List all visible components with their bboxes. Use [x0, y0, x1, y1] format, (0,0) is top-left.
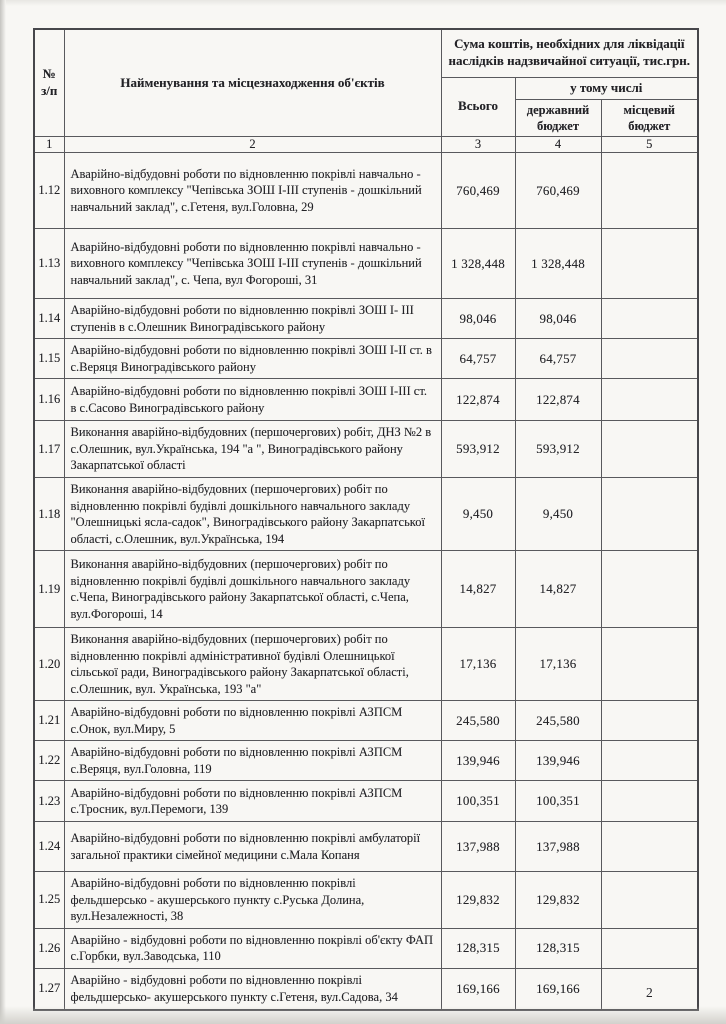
col-index-1: 1	[34, 137, 64, 153]
table-row	[34, 928, 698, 968]
table-row	[34, 339, 698, 379]
table-row	[34, 551, 698, 628]
local-budget-value	[601, 229, 698, 299]
table-row	[34, 741, 698, 781]
total-value: 139,946	[441, 741, 515, 781]
row-number: 1.13	[34, 229, 64, 299]
row-number: 1.26	[34, 928, 64, 968]
object-name: Виконання аварійно-відбудовних (першочергових) робіт по відновленню покрівлі адміністративної будівлі Олешницької сільської ради, Виноградівського району Закарпатської області, с.Олешник, вул. Українська, 193 "а"	[64, 628, 441, 701]
object-name: Аварійно-відбудовні роботи по відновленню покрівлі ЗОШ І-ІІІ ст. в с.Сасово Виноградівського району	[64, 379, 441, 421]
total-value: 122,874	[441, 379, 515, 421]
total-value: 169,166	[441, 968, 515, 1010]
total-value: 14,827	[441, 551, 515, 628]
total-value: 17,136	[441, 628, 515, 701]
scan-edge-bottom	[0, 1006, 726, 1024]
state-budget-value: 137,988	[515, 822, 601, 872]
total-value: 98,046	[441, 299, 515, 339]
row-number: 1.19	[34, 551, 64, 628]
total-value: 9,450	[441, 478, 515, 551]
state-budget-value: 100,351	[515, 781, 601, 822]
object-name: Виконання аварійно-відбудовних (першочергових) робіт по відновленню покрівлі будівлі дошкільного навчального закладу с.Чепа, Виноградівського району Закарпатської області, с.Чепа, вул.Фогороші, 14	[64, 551, 441, 628]
scan-edge-top	[0, 0, 726, 6]
state-budget-value: 760,469	[515, 153, 601, 229]
state-budget-value: 64,757	[515, 339, 601, 379]
object-name: Аварійно-відбудовні роботи по відновленню покрівлі навчально - виховного комплексу "Чепівська ЗОШ І-ІІІ ступенів - дошкільний навчальний заклад", с. Чепа, вул Фогороші, 31	[64, 229, 441, 299]
local-budget-value	[601, 339, 698, 379]
object-name: Аварійно-відбудовні роботи по відновленню покрівлі навчально - виховного комплексу "Чепівська ЗОШ І-ІІІ ступенів - дошкільний навчальний заклад", с.Гетеня, вул.Головна, 29	[64, 153, 441, 229]
state-budget-value: 98,046	[515, 299, 601, 339]
header-subgroup: у тому числі	[515, 77, 698, 99]
total-value: 1 328,448	[441, 229, 515, 299]
col-index-5: 5	[601, 137, 698, 153]
state-budget-value: 139,946	[515, 741, 601, 781]
header-col-num: № з/п	[34, 29, 64, 137]
local-budget-value	[601, 872, 698, 929]
total-value: 245,580	[441, 701, 515, 741]
table-row	[34, 153, 698, 229]
total-value: 64,757	[441, 339, 515, 379]
state-budget-value: 128,315	[515, 928, 601, 968]
header-col-local-budget: місцевий бюджет	[601, 99, 698, 137]
table-row	[34, 822, 698, 872]
header-group-sum: Сума коштів, необхідних для ліквідації наслідків надзвичайної ситуації, тис.грн.	[441, 29, 698, 77]
local-budget-value	[601, 822, 698, 872]
col-index-3: 3	[441, 137, 515, 153]
header-col-total: Всього	[441, 77, 515, 137]
object-name: Аварійно-відбудовні роботи по відновленню покрівлі АЗПСМ с.Веряця, вул.Головна, 119	[64, 741, 441, 781]
local-budget-value	[601, 781, 698, 822]
row-number: 1.27	[34, 968, 64, 1010]
total-value: 760,469	[441, 153, 515, 229]
state-budget-value: 17,136	[515, 628, 601, 701]
local-budget-value	[601, 379, 698, 421]
object-name: Аварійно-відбудовні роботи по відновленню покрівлі АЗПСМ с.Онок, вул.Миру, 5	[64, 701, 441, 741]
state-budget-value: 14,827	[515, 551, 601, 628]
table-row	[34, 781, 698, 822]
state-budget-value: 593,912	[515, 421, 601, 478]
table-row	[34, 701, 698, 741]
expenses-table	[33, 28, 699, 1011]
object-name: Аварійно - відбудовні роботи по відновленню покрівлі об'єкту ФАП с.Горбки, вул.Заводська, 110	[64, 928, 441, 968]
row-number: 1.15	[34, 339, 64, 379]
object-name: Виконання аварійно-відбудовних (першочергових) робіт, ДНЗ №2 в с.Олешник, вул.Українська, 194 "а ", Виноградівського району Закарпатської області	[64, 421, 441, 478]
page-number: 2	[646, 985, 653, 1000]
scan-edge-left	[0, 0, 6, 1024]
state-budget-value: 9,450	[515, 478, 601, 551]
local-budget-value	[601, 478, 698, 551]
row-number: 1.14	[34, 299, 64, 339]
local-budget-value	[601, 928, 698, 968]
state-budget-value: 129,832	[515, 872, 601, 929]
col-index-2: 2	[64, 137, 441, 153]
object-name: Аварійно - відбудовні роботи по відновленню покрівлі фельдшерсько- акушерського пункту с.Гетеня, вул.Садова, 34	[64, 968, 441, 1010]
row-number: 1.18	[34, 478, 64, 551]
row-number: 1.12	[34, 153, 64, 229]
object-name: Аварійно-відбудовні роботи по відновленню покрівлі фельдшерсько - акушерського пункту с.Руська Долина, вул.Незалежності, 38	[64, 872, 441, 929]
column-numbering-row	[34, 137, 698, 153]
row-number: 1.16	[34, 379, 64, 421]
local-budget-value	[601, 153, 698, 229]
row-number: 1.21	[34, 701, 64, 741]
state-budget-value: 122,874	[515, 379, 601, 421]
state-budget-value: 245,580	[515, 701, 601, 741]
table-row	[34, 299, 698, 339]
total-value: 137,988	[441, 822, 515, 872]
state-budget-value: 1 328,448	[515, 229, 601, 299]
table-row	[34, 379, 698, 421]
total-value: 128,315	[441, 928, 515, 968]
total-value: 129,832	[441, 872, 515, 929]
object-name: Аварійно-відбудовні роботи по відновленню покрівлі ЗОШ І- ІІІ ступенів в с.Олешник Виноградівського району	[64, 299, 441, 339]
local-budget-value	[601, 299, 698, 339]
local-budget-value	[601, 551, 698, 628]
total-value: 100,351	[441, 781, 515, 822]
row-number: 1.25	[34, 872, 64, 929]
table-row	[34, 478, 698, 551]
table-row	[34, 421, 698, 478]
header-col-name: Найменування та місцезнаходження об'єктів	[64, 29, 441, 137]
object-name: Аварійно-відбудовні роботи по відновленню покрівлі амбулаторії загальної практики сімейної медицини с.Мала Копаня	[64, 822, 441, 872]
local-budget-value	[601, 628, 698, 701]
row-number: 1.22	[34, 741, 64, 781]
header-col-state-budget: державний бюджет	[515, 99, 601, 137]
row-number: 1.17	[34, 421, 64, 478]
state-budget-value: 169,166	[515, 968, 601, 1010]
object-name: Аварійно-відбудовні роботи по відновленню покрівлі АЗПСМ с.Тросник, вул.Перемоги, 139	[64, 781, 441, 822]
local-budget-value	[601, 701, 698, 741]
col-index-4: 4	[515, 137, 601, 153]
table-row	[34, 628, 698, 701]
local-budget-value	[601, 741, 698, 781]
row-number: 1.20	[34, 628, 64, 701]
object-name: Аварійно-відбудовні роботи по відновленню покрівлі ЗОШ І-ІІ ст. в с.Веряця Виноградівського району	[64, 339, 441, 379]
object-name: Виконання аварійно-відбудовних (першочергових) робіт по відновленню покрівлі будівлі дошкільного навчального закладу "Олешницькі ясла-садок", Виноградівського району Закарпатської області, с.Олешник, вул.Українська, 194	[64, 478, 441, 551]
table-row	[34, 229, 698, 299]
table-row	[34, 968, 698, 1010]
table-row	[34, 872, 698, 929]
row-number: 1.23	[34, 781, 64, 822]
total-value: 593,912	[441, 421, 515, 478]
local-budget-value	[601, 421, 698, 478]
row-number: 1.24	[34, 822, 64, 872]
